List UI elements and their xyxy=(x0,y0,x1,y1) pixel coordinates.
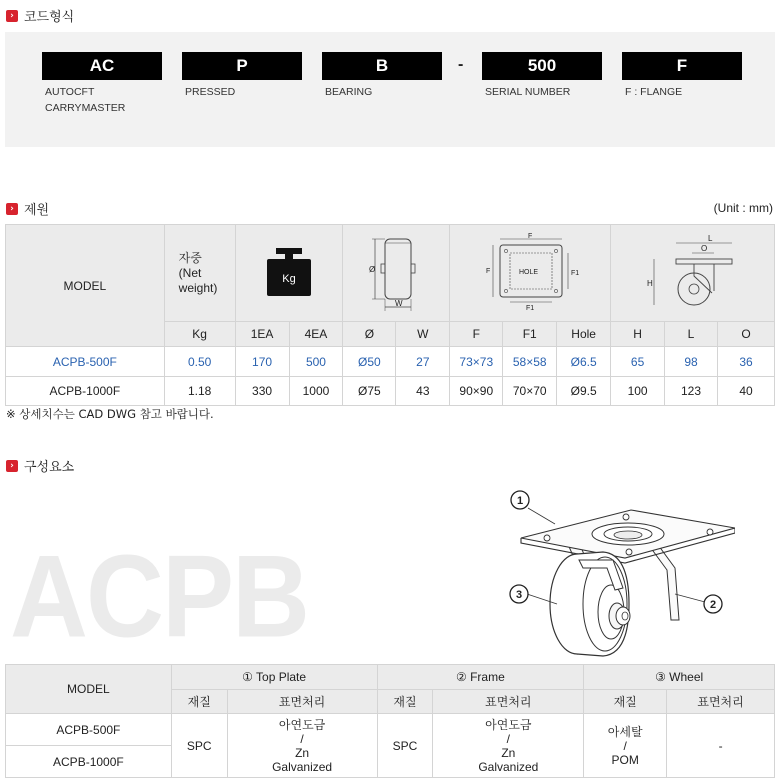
unit-cell: F xyxy=(450,322,503,347)
weight-header: 자중 (Net weight) xyxy=(164,225,235,322)
section-title-components: › 구성요소 xyxy=(6,456,74,475)
weight-icon-label: Kg xyxy=(282,272,296,285)
chevron-right-icon: › xyxy=(6,460,18,472)
label-dia: Ø xyxy=(369,264,376,274)
code-dash: - xyxy=(458,56,464,73)
unit-cell: Hole xyxy=(557,322,611,347)
callout-3-label: 3 xyxy=(515,589,523,601)
unit-cell: H xyxy=(611,322,665,347)
unit-cell: W xyxy=(396,322,450,347)
model-cell: ACPB-1000F xyxy=(6,746,172,778)
group-top-plate: ① Top Plate xyxy=(171,665,377,690)
chevron-right-icon: › xyxy=(6,203,18,215)
callout-2-label: 2 xyxy=(709,599,717,611)
plate-diagram-cell xyxy=(450,225,611,322)
unit-cell: Kg xyxy=(164,322,235,347)
weight-icon-cell xyxy=(235,225,343,322)
chevron-right-icon: › xyxy=(6,10,18,22)
label-f-top: F xyxy=(528,232,533,240)
model-cell: ACPB-500F xyxy=(6,347,165,377)
model-cell: ACPB-500F xyxy=(6,714,172,746)
code-segment xyxy=(182,52,302,100)
side-diagram-cell xyxy=(611,225,775,322)
label-f-side: F xyxy=(486,267,491,275)
code-value: B xyxy=(322,52,442,80)
model-cell: ACPB-1000F xyxy=(6,377,165,406)
sub-header-material: 재질 xyxy=(584,690,667,714)
label-hole: HOLE xyxy=(519,268,539,276)
spec-table xyxy=(5,224,775,406)
unit-cell: Ø xyxy=(343,322,396,347)
section-title-dimensions: › 제원 xyxy=(6,199,49,218)
unit-cell: L xyxy=(665,322,718,347)
wheel-dimension-diagram xyxy=(361,231,431,313)
group-frame: ② Frame xyxy=(377,665,584,690)
group-wheel: ③ Wheel xyxy=(584,665,775,690)
section-title-code xyxy=(6,6,74,25)
label-w: W xyxy=(395,298,403,308)
code-label: PRESSED xyxy=(185,86,236,98)
code-label: SERIAL NUMBER xyxy=(485,86,571,98)
code-format-box xyxy=(5,32,775,147)
sub-header-material: 재질 xyxy=(377,690,433,714)
label-l: L xyxy=(707,233,712,243)
plate-dimension-diagram xyxy=(480,231,580,313)
code-segment xyxy=(622,52,742,100)
code-label: BEARING xyxy=(325,86,373,98)
code-label: AUTOCFT CARRYMASTER xyxy=(45,86,126,114)
weight-icon xyxy=(264,246,314,298)
series-watermark: ACPB xyxy=(10,530,309,662)
unit-cell: 1EA xyxy=(235,322,289,347)
top-plate-surface: 아연도금 / Zn Galvanized xyxy=(227,714,377,778)
side-dimension-diagram xyxy=(638,231,748,313)
table-row xyxy=(6,714,775,746)
top-plate-material: SPC xyxy=(171,714,227,778)
table-row: ACPB-1000F 1.18 330 1000 Ø75 43 90×90 70×70 Ø9.5 100 123 40 xyxy=(6,377,775,406)
label-h: H xyxy=(646,278,653,288)
table-row: ACPB-500F 0.50 170 500 Ø50 27 73×73 58×58 Ø6.5 65 98 36 xyxy=(6,347,775,377)
label-f1-bottom: F1 xyxy=(526,304,535,312)
frame-material: SPC xyxy=(377,714,433,778)
sub-header-material: 재질 xyxy=(171,690,227,714)
model-header: MODEL xyxy=(6,225,165,347)
frame-surface: 아연도금 / Zn Galvanized xyxy=(433,714,584,778)
code-segment xyxy=(42,52,162,116)
sub-header-surface: 표면처리 xyxy=(667,690,775,714)
code-value: 500 xyxy=(482,52,602,80)
cad-note: ※ 상세치수는 CAD DWG 참고 바랍니다. xyxy=(6,407,214,421)
wheel-diagram-cell xyxy=(343,225,450,322)
section-title-text: 코드형식 xyxy=(24,10,75,25)
unit-cell: 4EA xyxy=(289,322,343,347)
components-table xyxy=(5,664,775,778)
label-f1-side: F1 xyxy=(571,269,580,277)
unit-cell: F1 xyxy=(503,322,557,347)
comp-model-header: MODEL xyxy=(6,665,172,714)
code-segment xyxy=(482,52,602,100)
sub-header-surface: 표면처리 xyxy=(433,690,584,714)
code-label: F : FLANGE xyxy=(625,86,683,98)
wheel-material: 아세탈 / POM xyxy=(584,714,667,778)
code-value: F xyxy=(622,52,742,80)
code-segment xyxy=(322,52,442,100)
sub-header-surface: 표면처리 xyxy=(227,690,377,714)
code-value: AC xyxy=(42,52,162,80)
code-value: P xyxy=(182,52,302,80)
caster-illustration xyxy=(495,480,735,660)
wheel-surface: - xyxy=(667,714,775,778)
label-o: O xyxy=(700,243,707,253)
unit-label: (Unit : mm) xyxy=(713,201,773,215)
unit-cell: O xyxy=(718,322,775,347)
callout-1-label: 1 xyxy=(516,495,524,507)
